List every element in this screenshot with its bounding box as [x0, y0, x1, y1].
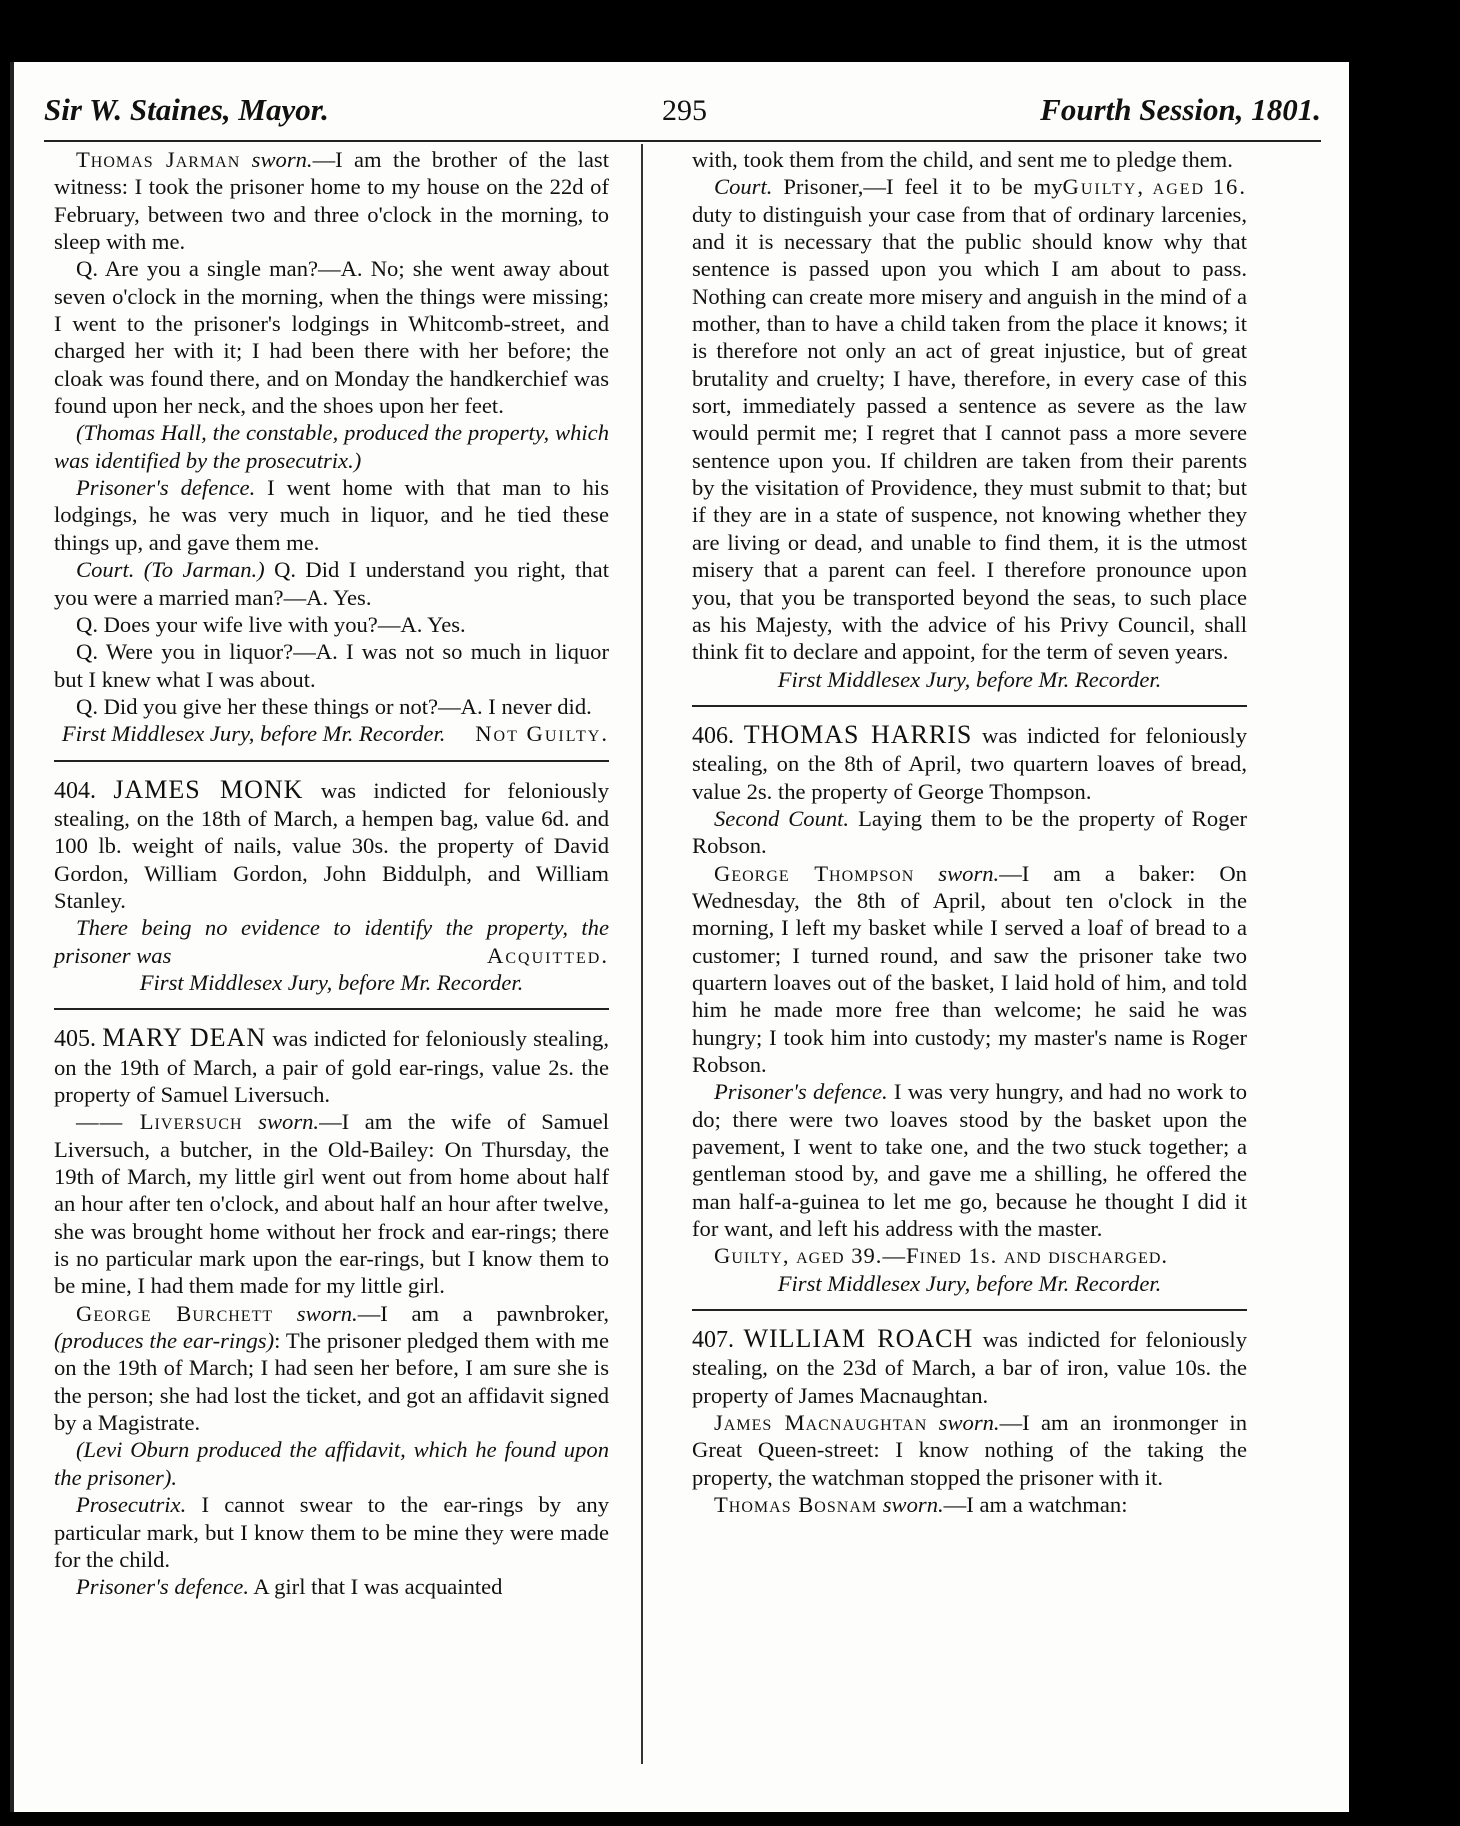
verdict-acquitted: Acquitted.	[487, 942, 609, 968]
sworn-label: sworn.	[882, 1492, 944, 1518]
case-405-heading	[54, 1024, 609, 1108]
sworn-label: sworn.	[296, 1300, 358, 1326]
paragraph-constable: (Thomas Hall, the constable, produced the property, which was identified by the prosecutrix.)	[54, 420, 609, 473]
defence-label: Prisoner's defence.	[714, 1079, 888, 1105]
paragraph-defence	[54, 474, 609, 556]
header-session: Fourth Session, 1801.	[1040, 92, 1321, 127]
court-label: Court. (To Jarman.)	[76, 557, 265, 583]
paragraph-levi: (Levi Oburn produced the affidavit, which he found upon the prisoner).	[54, 1437, 609, 1490]
case-separator	[692, 705, 1247, 707]
testimony-text: —I am the brother of the last witness: I took the prisoner home to my house on the 22d of February, between two and three o'clock in the morning, to sleep with me.	[54, 147, 610, 255]
testimony-text: : The prisoner pledged them with me on the 19th of March; I had seen her before, I am sure she is the person; she had lost the ticket, and got an affidavit signed by a Magistrate.	[54, 1328, 609, 1436]
indictment-text: was indicted for feloniously stealing, on the 23d of March, a bar of iron, value 10s. the property of James Macnaughtan.	[692, 1327, 1247, 1408]
defendant-name: THOMAS HARRIS	[743, 719, 973, 749]
defence-text: A girl that I was acquainted	[253, 1574, 503, 1600]
document-page	[10, 62, 1349, 1812]
jury-line: First Middlesex Jury, before Mr. Recorder.	[777, 666, 1162, 692]
case-number: 407.	[692, 1327, 734, 1354]
prosecutrix-text: I cannot swear to the ear-rings by any particular mark, but I know them to be mine they were made for the child.	[54, 1492, 609, 1572]
paragraph-liversuch	[54, 1108, 609, 1299]
case-number: 404.	[54, 777, 96, 804]
paragraph-prosecutrix	[54, 1491, 609, 1573]
defence-label: Prisoner's defence.	[76, 475, 256, 501]
verdict-line: Guilty, aged 39.—Fined 1s. and discharged.	[714, 1243, 1169, 1269]
indictment-text: was indicted for feloniously stealing, on the 18th of March, a hempen bag, value 6d. and 100 lb. weight of nails, value 30s. the property of David Gordon, William Gordon, John Biddulph, and William Stanley.	[54, 777, 609, 913]
testimony-text: —I am a watchman:	[943, 1492, 1128, 1518]
defence-label: Prisoner's defence.	[76, 1574, 249, 1600]
case-407-heading	[692, 1325, 1247, 1409]
sworn-label: sworn.	[938, 860, 1000, 886]
count-label: Second Count.	[714, 805, 850, 831]
paragraph-court-sentence	[692, 173, 1247, 665]
verdict-guilty: Guilty, aged 16.	[1062, 174, 1247, 200]
case-number: 406.	[692, 722, 734, 749]
case-406-heading	[692, 721, 1247, 805]
court-text: Q. Did I understand you right, that you were a married man?—A. Yes.	[54, 557, 609, 610]
case-separator	[692, 1309, 1247, 1311]
defendant-name: WILLIAM ROACH	[743, 1324, 974, 1354]
testimony-text: —I am a pawnbroker,	[357, 1300, 610, 1326]
testimony-text: —I am the wife of Samuel Liversuch, a butcher, in the Old-Bailey: On Thursday, the 19th of March, my little girl went out from home about half an hour after ten o'clock, and about half an hour after twelve, she was brought home without her frock and ear-rings; there is no particular mark upon the ear-rings, but I know them to be mine, I had them made for my little girl.	[54, 1109, 609, 1299]
witness-name: Thomas Jarman	[76, 147, 241, 172]
court-label: Court.	[714, 174, 773, 200]
verdict-not-guilty: Not Guilty.	[475, 721, 609, 747]
jury-line: First Middlesex Jury, before Mr. Recorder.	[61, 721, 446, 747]
sworn-label: sworn.	[938, 1410, 1000, 1436]
testimony-text: —I am an ironmonger in Great Queen-street: I know nothing of the taking the property, the watchman stopped the prisoner with it.	[692, 1410, 1247, 1490]
sentence-text: Prisoner,—I feel it to be my duty to distinguish your case from that of ordinary larcenies, and it is necessary that the public should know why that sentence is passed upon you which I am about to pass. Nothing can create more misery and anguish in the mind of a mother, than to have a child taken from the place it knows; it is therefore not only an act of great injustice, but of great brutality and cruelty; I have, therefore, in every case of this sort, immediately passed a sentence as severe as the law would permit me; I regret that I cannot pass a more severe sentence upon you. If children are taken from their parents by the visitation of Providence, they must submit to that; but if they are in a state of suspence, not knowing whether they are living or dead, and unable to find them, it is the utmost misery that a parent can feel. I therefore pronounce upon you, that you be transported beyond the seas, to such place as his Majesty, with the advice of his Privy Council, shall think fit to declare and appoint, for the term of seven years.	[692, 174, 1247, 665]
paragraph-second-count	[692, 805, 1247, 860]
page-number: 295	[662, 94, 707, 127]
indictment-text: was indicted for feloniously stealing, on the 8th of April, two quartern loaves of bread, value 2s. the property of George Thompson.	[692, 722, 1247, 804]
paragraph-bosnam	[692, 1491, 1247, 1518]
prosecutrix-label: Prosecutrix.	[76, 1492, 187, 1518]
paragraph-defence-3	[692, 1078, 1247, 1242]
paragraph-macnaughtan	[692, 1409, 1247, 1491]
continuation-text: with, took them from the child, and sent me to pledge them.	[692, 147, 1233, 172]
witness-name: George Thompson	[714, 860, 915, 886]
question-text: Q. Did you give her these things or not?—A. I never did.	[76, 693, 592, 719]
paragraph-defence-2	[54, 1573, 609, 1600]
witness-name: —— Liversuch	[76, 1109, 243, 1135]
defence-text: I went home with that man to his lodgings, he was very much in liquor, and he tied these things up, and gave them me.	[54, 475, 609, 555]
defendant-name: JAMES MONK	[113, 774, 304, 804]
paragraph-court	[54, 556, 609, 611]
testimony-text: —I am a baker: On Wednesday, the 8th of April, about ten o'clock in the morning, I left my basket while I served a loaf of bread to a customer; I turned round, and saw the prisoner take two quartern loaves out of the basket, I laid hold of him, and told him he made more free than welcome; he said he was hungry; I took him into custody; my master's name is Roger Robson.	[692, 860, 1247, 1077]
witness-name: James Macnaughtan	[714, 1410, 928, 1436]
right-column	[692, 146, 1247, 1519]
sworn-label: sworn.	[258, 1109, 320, 1135]
left-column	[54, 146, 609, 1601]
defendant-name: MARY DEAN	[102, 1023, 267, 1053]
paragraph-question: Q. Are you a single man?—A. No; she went away about seven o'clock in the morning, when the things were missing; I went to the prisoner's lodgings in Whitcomb-street, and charged her with it; I had been there with her before; the cloak was found there, and on Monday the handkerchief was found upon her neck, and the shoes upon her feet.	[54, 256, 609, 419]
witness-name: George Burchett	[76, 1300, 274, 1326]
case-separator	[54, 1008, 609, 1010]
paragraph-burchett	[54, 1300, 609, 1437]
header-mayor: Sir W. Staines, Mayor.	[44, 92, 329, 127]
paragraph-wife: Q. Does your wife live with you?—A. Yes.	[76, 611, 466, 637]
case-number: 405.	[54, 1026, 96, 1053]
indictment-text: was indicted for feloniously stealing, on the 19th of March, a pair of gold ear-rings, value 2s. the property of Samuel Liversuch.	[54, 1026, 609, 1107]
paragraph-jarman	[54, 146, 609, 255]
sworn-label: sworn.	[251, 147, 313, 172]
case-404-heading	[54, 776, 609, 915]
case-404-note	[54, 914, 609, 969]
jury-line: First Middlesex Jury, before Mr. Recorder.	[777, 1270, 1162, 1296]
count-text: Laying them to be the property of Roger Robson.	[692, 805, 1248, 859]
defence-text: I was very hungry, and had no work to do; there were two loaves stood by the basket upon the pavement, I went to take one, and the two stuck together; a gentleman stood by, and gave me a shilling, he offered the man half-a-guinea to let me go, because he thought I did it for want, and left his address with the master.	[692, 1079, 1247, 1242]
testimony-aside: (produces the ear-rings)	[54, 1328, 275, 1354]
column-divider	[641, 144, 643, 1764]
paragraph-liquor: Q. Were you in liquor?—A. I was not so much in liquor but I knew what I was about.	[54, 639, 609, 692]
note-text: There being no evidence to identify the property, the prisoner was	[54, 915, 609, 968]
case-separator	[54, 760, 609, 762]
running-header	[44, 92, 1321, 142]
paragraph-thompson	[692, 860, 1247, 1079]
jury-line: First Middlesex Jury, before Mr. Recorder.	[139, 969, 524, 995]
witness-name: Thomas Bosnam	[714, 1492, 878, 1518]
